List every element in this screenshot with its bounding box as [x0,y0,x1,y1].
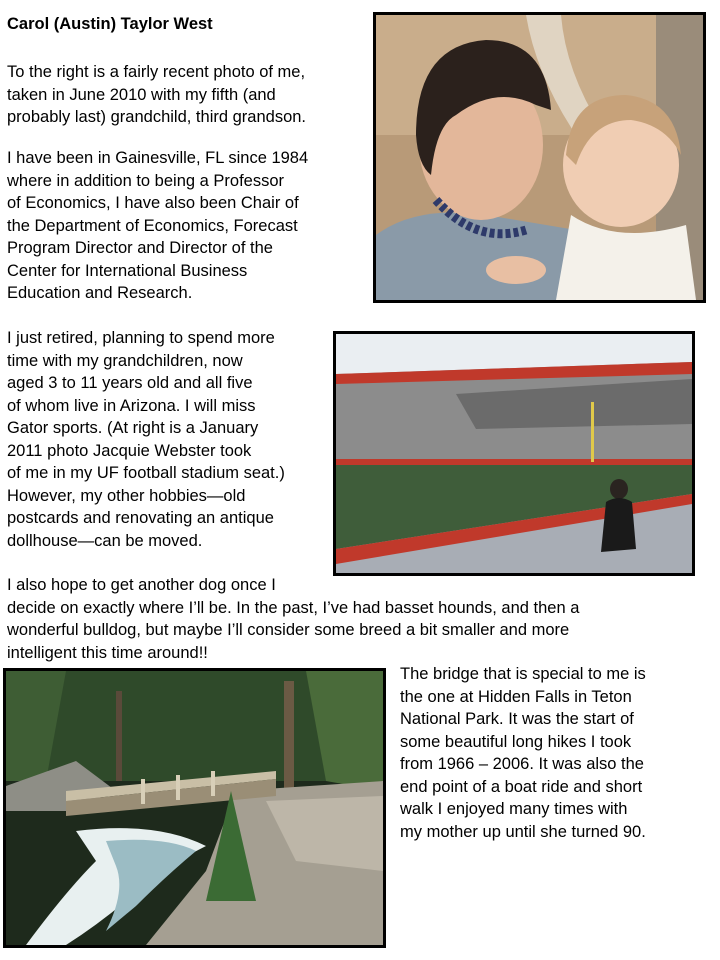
stadium-photo [333,331,695,576]
career-paragraph: I have been in Gainesville, FL since 1984 where in addition to being a Professor of Economics, I have also been Chair of the Department of Economics, Forecast Program Director and Director of the Center for International Business Education and Research. [7,149,309,302]
grandchild-photo [373,12,706,303]
dog-paragraph: I also hope to get another dog once I decide on exactly where I’ll be. In the past, I’ve had basset hounds, and then a wonderful bulldog, but maybe I’ll consider some breed a bit smaller and more intelligent this time around!! [7,576,580,662]
bridge-photo [3,668,386,948]
retired-paragraph: I just retired, planning to spend more time with my grandchildren, now aged 3 to 11 years old and all five of whom live in Arizona. I will miss Gator sports. (At right is a January 2011 photo Jacquie Webster took of me in my UF football stadium seat.) However, my other hobbies—old postcards and renovating an antique dollhouse—can be moved. [7,329,285,550]
bridge-paragraph: The bridge that is special to me is the one at Hidden Falls in Teton National Park. It was the start of some beautiful long hikes I took from 1966 – 2006. It was also the end point of a boat ride and short walk I enjoyed many times with my mother up until she turned 90. [400,665,646,841]
page-title: Carol (Austin) Taylor West [7,15,213,33]
intro-paragraph: To the right is a fairly recent photo of me, taken in June 2010 with my fifth (and probably last) grandchild, third grandson. [7,63,307,126]
